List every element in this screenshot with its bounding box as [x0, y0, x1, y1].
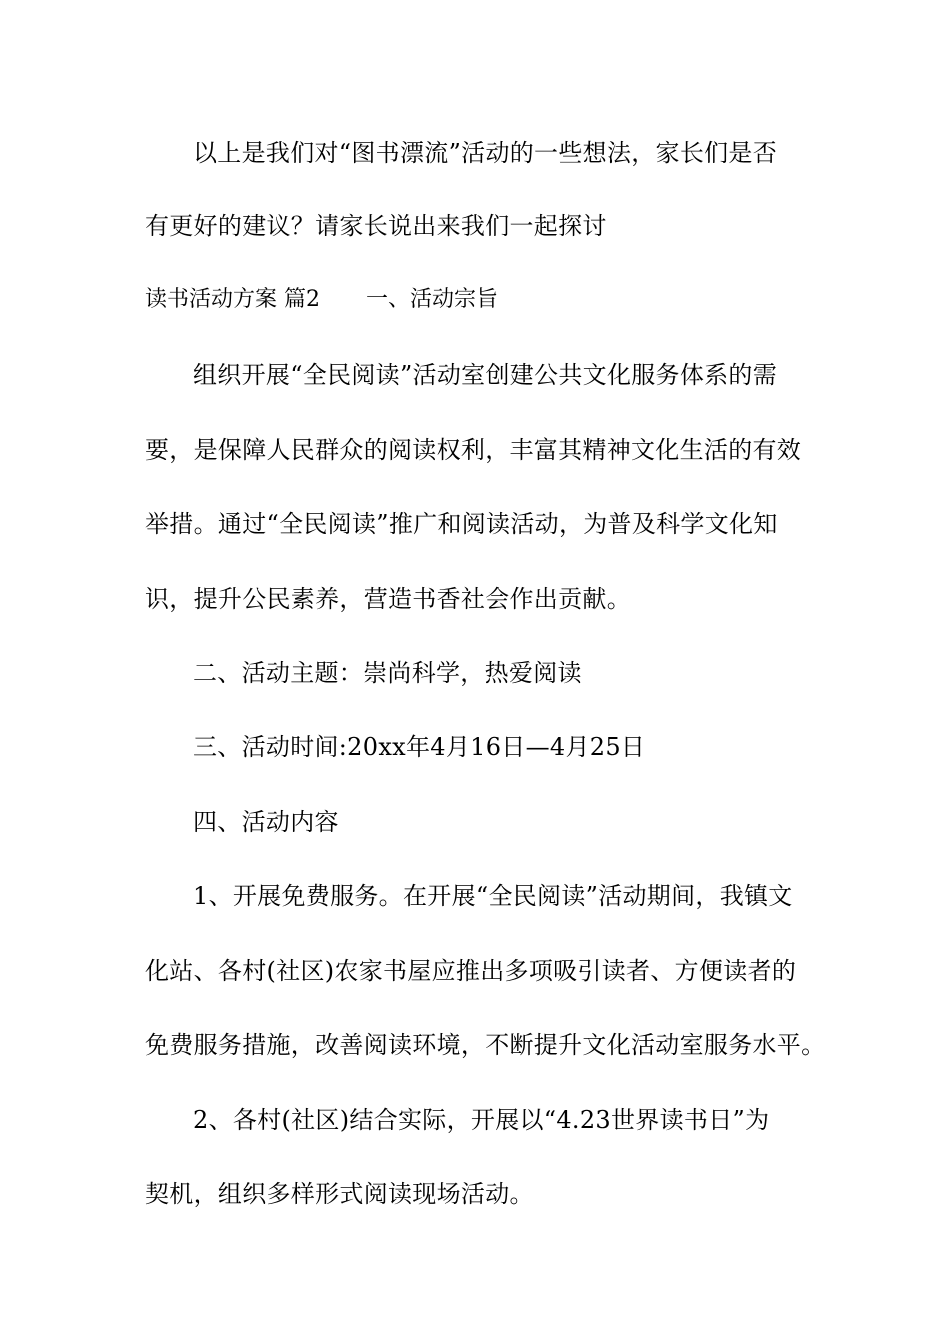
paragraph-line: 举措。通过“全民阅读”推广和阅读活动，为普及科学文化知: [145, 510, 778, 538]
paragraph-line: 三、活动时间:20xx年4月16日—4月25日: [193, 733, 646, 761]
paragraph-line: 有更好的建议？请家长说出来我们一起探讨: [145, 212, 607, 240]
paragraph-line: 四、活动内容: [193, 808, 339, 836]
heading-subtitle: 一、活动宗旨: [366, 287, 499, 312]
paragraph-line: 化站、各村(社区)农家书屋应推出多项吸引读者、方便读者的: [145, 957, 797, 985]
paragraph-line: 契机，组织多样形式阅读现场活动。: [145, 1180, 534, 1208]
paragraph-line: 以上是我们对“图书漂流”活动的一些想法，家长们是否: [193, 139, 778, 167]
paragraph-line: 组织开展“全民阅读”活动室创建公共文化服务体系的需: [193, 361, 778, 389]
paragraph-line: 二、活动主题：崇尚科学，热爱阅读: [193, 659, 582, 687]
section-heading: [145, 284, 498, 316]
heading-title: 读书活动方案 篇2: [145, 287, 320, 312]
paragraph-line: 要，是保障人民群众的阅读权利，丰富其精神文化生活的有效: [145, 436, 802, 464]
paragraph-line: 1、开展免费服务。在开展“全民阅读”活动期间，我镇文: [193, 882, 793, 910]
paragraph-line: 2、各村(社区)结合实际，开展以“4.23世界读书日”为: [193, 1106, 770, 1134]
paragraph-line: 免费服务措施，改善阅读环境，不断提升文化活动室服务水平。: [145, 1031, 826, 1059]
paragraph-line: 识，提升公民素养，营造书香社会作出贡献。: [145, 585, 631, 613]
